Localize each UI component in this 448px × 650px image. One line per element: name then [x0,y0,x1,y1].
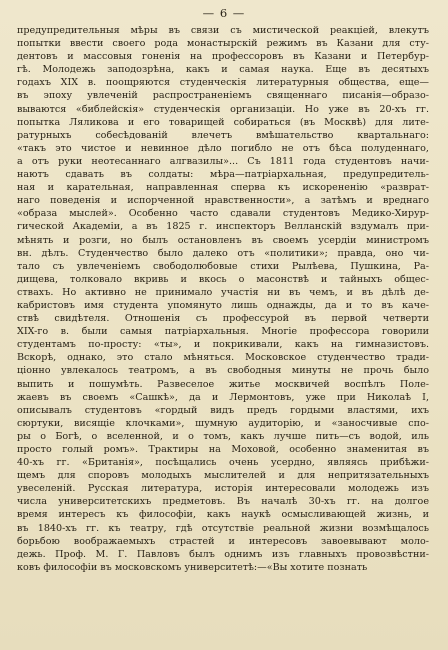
text-line: Вскорѣ, однако, это стало мѣняться. Московское студенчество тради- [17,352,429,364]
text-line: въ 1840-хъ гг. къ театру, гдѣ отсутствіе реальной жизни возмѣщалось [17,522,429,534]
text-line: сюртуки, висящіе клочками», шумную аудиторію, и «заносчивые спо- [17,417,429,429]
text-line: увеселеній. Русская литература, исторія интересовали молодежь изъ [17,483,429,495]
text-line: гической Академіи, а въ 1825 г. инспекторъ Велланскій вздумалъ при- [17,221,429,233]
text-line: борьбою воображаемыхъ страстей и интересовъ завоевывают моло- [17,535,429,547]
text-line: дентовъ и массовыя гоненія на профессоровъ въ Казани и Петербур- [17,51,429,63]
text-line: ная и карательная, направленная сперва къ искорененію «разврат- [17,182,429,194]
text-line: годахъ XIX в. поощряются студенческія литературныя общества, еще— [17,77,429,89]
text-line: кабристовъ имя студента упомянуто лишь однажды, да и то въ каче- [17,299,429,311]
text-line: ковъ философіи въ московскомъ университетѣ:—«Вы хотите познать [17,561,368,573]
text-line: дежь. Проф. М. Г. Павловъ былъ однимъ изъ главныхъ провозвѣстни- [17,548,429,560]
text-line: а отъ руки неотесаннаго алгвазилы»... Съ 1811 года студентовъ начи- [17,155,429,167]
text-line: числа университетскихъ предметовъ. Въ началѣ 30-хъ гг. на долгое [17,496,429,508]
text-line: жаевъ въ своемъ «Сашкѣ», да и Лермонтовъ, уже при Николаѣ I, [17,391,429,403]
text-line: ствахъ. Но активно не принимало участія ни въ чемъ, и въ дѣлѣ де- [17,286,429,298]
page-number: — 6 — [202,6,246,20]
text-line: мѣнять и розги, но былъ остановленъ въ своемъ усердіи министромъ [17,234,429,246]
text-line: вываются «библейскія» студенческія организаціи. Но уже въ 20-хъ гг. [17,103,429,115]
text-line: попытки ввести своего рода монастырскій режимъ въ Казани для сту- [17,38,429,50]
text-line: вн. дѣлъ. Студенчество было далеко отъ «политики»; правда, оно чи- [17,247,429,259]
text-line: 40-хъ гг. «Британія», посѣщались очень усердно, являясь прибѣжи- [17,457,429,469]
text-line: въ эпоху увлеченій распространеніемъ священнаго писанія—образо- [17,90,429,102]
text-line: «такъ это чистое и невинное дѣло погибло не отъ бѣса полуденнаго, [17,142,429,154]
text-line: студентамъ по-просту: «ты», и покрикивали, какъ на гимназистовъ. [17,339,429,351]
text-line: предупредительныя мѣры въ связи съ мистической реакціей, влекутъ [17,25,429,36]
text-line: описывалъ студентовъ «гордый видъ предъ гордыми властями, ихъ [17,404,429,416]
text-line: щемъ для споровъ молодыхъ мыслителей и для непритязательныхъ [17,470,429,482]
text-line: ствѣ свидѣтеля. Отношенія съ профессурой въ первой четверти [17,313,429,325]
text-line: XIX-го в. были самыя патріархальныя. Многіе профессора говорили [17,326,429,338]
text-line: наютъ сдавать въ солдаты: мѣра—патріархальная, предупредитель- [17,169,429,181]
text-line: попытка Ляликова и его товарищей собираться (въ Москвѣ) для лите- [17,116,429,128]
text-line: просто голый ромъ». Трактиры на Моховой, особенно знаменитая въ [17,444,429,455]
text-line: ры о Богѣ, о вселенной, и о томъ, какъ лучше пить—съ водой, иль [17,430,429,442]
text-line: ратурныхъ собесѣдованій влечетъ вмѣшательство квартальнаго: [17,129,429,141]
body-text [17,24,429,574]
text-line: гѣ. Молодежь заподозрѣна, какъ и самая наука. Еще въ десятыхъ [17,64,429,76]
text-line: дищева, толковало вкривь и вкось о масонствѣ и тайныхъ общес- [17,273,429,285]
text-line: «образа мыслей». Особенно часто сдавали студентовъ Медико-Хирур- [17,208,429,220]
text-line: тало съ увлеченіемъ свободолюбовые стихи Рылѣева, Пушкина, Ра- [17,260,429,272]
text-line: ціонно увлекалось театромъ, а въ свободныя минуты не прочь было [17,365,429,377]
text-line: наго поведенія и испорченной нравственности», а затѣмъ и вреднаго [17,195,429,207]
text-line: время интересъ къ философіи, какъ наукѣ осмысливающей жизнь, и [17,509,429,521]
text-line: выпить и пошумѣть. Развеселое житье москвичей воспѣлъ Поле- [17,378,429,390]
